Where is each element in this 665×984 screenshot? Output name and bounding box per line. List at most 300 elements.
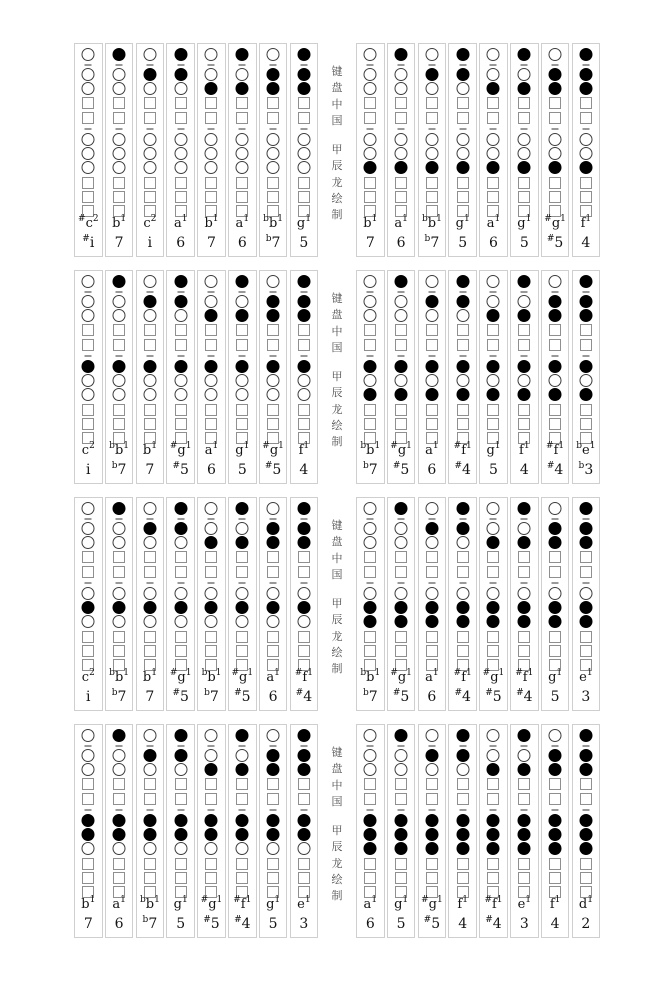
separator-dash: [300, 128, 307, 130]
solfege-label: [388, 461, 415, 479]
lower-hole-1-covered-icon: [395, 814, 408, 827]
note-label: [137, 897, 164, 913]
lower-key-2-icon: [457, 418, 469, 430]
separator-dash: [459, 355, 466, 357]
upper-hole-1-open-icon: [205, 749, 218, 762]
note-octave: 1: [554, 895, 561, 906]
lower-hole-3-open-icon: [267, 842, 280, 855]
thumb-hole-covered-icon: [456, 275, 469, 288]
thumb-hole-open-icon: [205, 729, 218, 742]
fingering-column: [105, 270, 134, 484]
separator-dash: [85, 64, 92, 66]
fingering-column: [387, 43, 416, 257]
note-letter: e: [297, 897, 305, 912]
upper-hole-2-covered-icon: [267, 82, 280, 95]
lower-key-1-icon: [580, 404, 592, 416]
upper-hole-2-open-icon: [143, 82, 156, 95]
upper-key-1-icon: [549, 324, 561, 336]
separator-dash: [367, 64, 374, 66]
note-letter: a: [394, 216, 403, 231]
separator-dash: [552, 291, 559, 293]
separator-dash: [398, 809, 405, 811]
upper-key-1-icon: [236, 778, 248, 790]
note-octave: 1: [587, 895, 593, 906]
fingering-column: [356, 43, 385, 257]
upper-hole-1-open-icon: [487, 522, 500, 535]
fingering-column: [166, 43, 195, 257]
solfege-label: [75, 234, 102, 252]
upper-key-2-icon: [113, 112, 125, 124]
note-label: [357, 897, 384, 913]
lower-hole-3-open-icon: [205, 842, 218, 855]
lower-hole-3-covered-icon: [579, 615, 592, 628]
solfege-label: [542, 461, 569, 479]
watermark-char: 键: [331, 520, 343, 532]
upper-key-1-icon: [205, 551, 217, 563]
lower-hole-2-open-icon: [518, 147, 531, 160]
separator-dash: [239, 582, 246, 584]
watermark-char: 盘: [331, 82, 343, 95]
note-label: [106, 897, 133, 913]
watermark-char: 辰: [331, 387, 343, 400]
lower-hole-3-covered-icon: [487, 842, 500, 855]
upper-key-2-icon: [426, 112, 438, 124]
solfege-number: 5: [180, 689, 189, 705]
lower-hole-3-covered-icon: [395, 842, 408, 855]
upper-key-1-icon: [487, 324, 499, 336]
lower-key-1-icon: [549, 404, 561, 416]
lower-hole-2-open-icon: [82, 374, 95, 387]
separator-dash: [116, 355, 123, 357]
upper-hole-2-covered-icon: [236, 309, 249, 322]
lower-key-1-icon: [549, 177, 561, 189]
solfege-number: 5: [554, 235, 564, 251]
upper-key-1-icon: [113, 778, 125, 790]
note-letter: g: [397, 670, 407, 685]
lower-hole-1-covered-icon: [456, 360, 469, 373]
upper-key-1-icon: [298, 551, 310, 563]
thumb-hole-covered-icon: [456, 502, 469, 515]
upper-key-1-icon: [267, 778, 279, 790]
upper-key-2-icon: [144, 339, 156, 351]
lower-hole-3-covered-icon: [518, 161, 531, 174]
lower-hole-1-open-icon: [267, 133, 280, 146]
solfege-label: [229, 234, 256, 252]
thumb-hole-open-icon: [425, 48, 438, 61]
thumb-hole-covered-icon: [236, 48, 249, 61]
upper-key-1-icon: [580, 324, 592, 336]
separator-dash: [490, 128, 497, 130]
lower-hole-1-open-icon: [113, 587, 126, 600]
upper-key-2-icon: [518, 566, 530, 578]
solfege-label: [573, 915, 600, 933]
solfege-accidental: #: [234, 914, 242, 925]
lower-hole-3-covered-icon: [579, 388, 592, 401]
solfege-number: 7: [145, 462, 155, 478]
upper-key-2-icon: [267, 339, 279, 351]
lower-hole-2-covered-icon: [174, 601, 187, 614]
note-letter: a: [266, 670, 275, 685]
separator-dash: [270, 355, 277, 357]
thumb-hole-open-icon: [205, 275, 218, 288]
thumb-hole-covered-icon: [579, 48, 592, 61]
note-label: [137, 443, 164, 459]
note-octave: 1: [216, 895, 223, 906]
lower-hole-2-open-icon: [267, 147, 280, 160]
upper-key-2-icon: [487, 793, 499, 805]
solfege-label: [480, 234, 507, 252]
note-octave: 1: [466, 441, 472, 452]
upper-key-1-icon: [82, 551, 94, 563]
solfege-number: 7: [368, 462, 378, 478]
note-letter: e: [517, 897, 526, 912]
lower-key-1-icon: [82, 631, 94, 643]
thumb-hole-open-icon: [549, 729, 562, 742]
thumb-hole-open-icon: [425, 275, 438, 288]
upper-hole-2-covered-icon: [236, 763, 249, 776]
fingering-column: [510, 43, 539, 257]
fingering-column: [448, 724, 477, 938]
upper-key-2-icon: [364, 112, 376, 124]
solfege-accidental: #: [295, 687, 304, 698]
separator-dash: [239, 291, 246, 293]
lower-hole-2-covered-icon: [113, 828, 126, 841]
lower-key-2-icon: [82, 418, 94, 430]
lower-hole-3-covered-icon: [518, 842, 531, 855]
note-label: [260, 897, 287, 913]
lower-hole-2-covered-icon: [297, 828, 310, 841]
lower-key-1-icon: [487, 858, 499, 870]
upper-hole-2-open-icon: [364, 763, 377, 776]
lower-key-2-icon: [298, 872, 310, 884]
upper-key-1-icon: [426, 97, 438, 109]
upper-hole-2-covered-icon: [487, 536, 500, 549]
lower-key-2-icon: [82, 872, 94, 884]
upper-key-2-icon: [82, 566, 94, 578]
lower-hole-3-open-icon: [297, 615, 310, 628]
upper-hole-2-covered-icon: [518, 763, 531, 776]
solfege-label: [291, 688, 318, 706]
note-octave: 1: [212, 214, 219, 225]
note-accidental: #: [421, 895, 429, 906]
note-label: [449, 670, 476, 686]
upper-key-1-icon: [487, 551, 499, 563]
separator-dash: [398, 291, 405, 293]
lower-hole-2-covered-icon: [456, 601, 469, 614]
separator-dash: [177, 809, 184, 811]
upper-hole-1-open-icon: [364, 295, 377, 308]
upper-key-1-icon: [457, 97, 469, 109]
upper-hole-2-covered-icon: [549, 763, 562, 776]
note-letter: e: [579, 670, 587, 685]
upper-key-2-icon: [82, 339, 94, 351]
upper-hole-2-open-icon: [364, 309, 377, 322]
fingering-column: [259, 43, 288, 257]
note-accidental: b: [201, 668, 208, 679]
solfege-number: 6: [396, 235, 406, 251]
upper-key-1-icon: [205, 97, 217, 109]
upper-hole-1-covered-icon: [549, 295, 562, 308]
lower-hole-2-covered-icon: [236, 828, 249, 841]
lower-key-1-icon: [518, 858, 530, 870]
note-octave: 1: [402, 895, 409, 906]
fingering-column: [510, 724, 539, 938]
lower-hole-3-open-icon: [113, 388, 126, 401]
upper-hole-1-open-icon: [236, 522, 249, 535]
note-label: [542, 443, 569, 459]
lower-hole-1-covered-icon: [579, 360, 592, 373]
fingering-column: [228, 497, 257, 711]
lower-key-1-icon: [144, 858, 156, 870]
note-letter: g: [177, 443, 186, 458]
lower-key-2-icon: [457, 191, 469, 203]
upper-hole-1-covered-icon: [174, 68, 187, 81]
fingering-column: [74, 497, 103, 711]
watermark-gap: [330, 356, 344, 369]
lower-key-2-icon: [364, 645, 376, 657]
separator-dash: [146, 518, 153, 520]
lower-hole-3-open-icon: [82, 615, 95, 628]
upper-hole-1-covered-icon: [174, 522, 187, 535]
solfege-number: 7: [430, 235, 440, 251]
note-octave: 1: [243, 214, 250, 225]
solfege-number: 5: [489, 462, 498, 478]
lower-hole-2-open-icon: [579, 374, 592, 387]
fingering-column: [105, 724, 134, 938]
upper-hole-1-covered-icon: [143, 749, 156, 762]
lower-key-1-icon: [298, 404, 310, 416]
note-accidental: #: [390, 668, 398, 679]
lower-key-1-icon: [457, 404, 469, 416]
lower-hole-2-open-icon: [236, 147, 249, 160]
lower-hole-2-covered-icon: [143, 601, 156, 614]
solfege-number: 3: [584, 462, 594, 478]
lower-key-2-icon: [113, 191, 125, 203]
watermark-char: 中: [331, 779, 343, 792]
upper-hole-1-covered-icon: [143, 68, 156, 81]
lower-key-2-icon: [395, 645, 407, 657]
upper-key-1-icon: [144, 324, 156, 336]
fingering-column: [197, 270, 226, 484]
lower-key-1-icon: [549, 631, 561, 643]
lower-key-1-icon: [175, 858, 187, 870]
solfege-number: 7: [365, 235, 375, 251]
thumb-hole-open-icon: [143, 275, 156, 288]
upper-hole-2-covered-icon: [518, 536, 531, 549]
upper-hole-1-open-icon: [518, 522, 531, 535]
upper-key-1-icon: [395, 551, 407, 563]
separator-dash: [270, 745, 277, 747]
lower-key-2-icon: [144, 645, 156, 657]
upper-key-1-icon: [395, 778, 407, 790]
thumb-hole-covered-icon: [174, 502, 187, 515]
upper-key-2-icon: [82, 793, 94, 805]
thumb-hole-open-icon: [425, 502, 438, 515]
upper-key-1-icon: [549, 551, 561, 563]
note-accidental: b: [263, 214, 269, 225]
lower-hole-1-open-icon: [579, 587, 592, 600]
upper-hole-1-open-icon: [113, 295, 126, 308]
upper-key-2-icon: [298, 112, 310, 124]
watermark-char: 中: [331, 325, 343, 338]
solfege-label: [167, 461, 194, 479]
separator-dash: [428, 518, 435, 520]
solfege-accidental: b: [111, 460, 118, 471]
lower-hole-1-open-icon: [297, 587, 310, 600]
lower-key-1-icon: [82, 858, 94, 870]
lower-key-2-icon: [236, 872, 248, 884]
note-accidental: #: [453, 441, 462, 452]
solfege-number: 6: [176, 235, 186, 251]
fingering-column: [74, 270, 103, 484]
lower-hole-2-open-icon: [82, 147, 95, 160]
lower-hole-1-covered-icon: [549, 814, 562, 827]
lower-key-1-icon: [175, 404, 187, 416]
note-octave: 1: [498, 668, 505, 679]
solfege-number: 5: [396, 916, 406, 932]
separator-dash: [85, 518, 92, 520]
solfege-number: 4: [581, 235, 591, 251]
separator-dash: [300, 745, 307, 747]
note-letter: f: [522, 670, 528, 685]
fingering-block-2: [356, 43, 600, 257]
fingering-column: [105, 43, 134, 257]
note-label: [449, 897, 476, 913]
upper-key-1-icon: [426, 324, 438, 336]
separator-dash: [582, 128, 589, 130]
upper-hole-2-open-icon: [425, 82, 438, 95]
separator-dash: [367, 582, 374, 584]
note-octave: 1: [560, 214, 566, 225]
lower-key-1-icon: [395, 858, 407, 870]
solfege-accidental: #: [454, 460, 462, 471]
upper-key-2-icon: [267, 112, 279, 124]
upper-hole-1-open-icon: [518, 295, 531, 308]
lower-key-2-icon: [205, 191, 217, 203]
separator-dash: [490, 291, 497, 293]
solfege-label: [229, 461, 256, 479]
note-label: [106, 216, 133, 232]
lower-key-1-icon: [580, 177, 592, 189]
note-letter: g: [266, 897, 275, 912]
fingering-column: [259, 497, 288, 711]
separator-dash: [146, 582, 153, 584]
solfege-label: [357, 461, 384, 479]
upper-key-1-icon: [175, 97, 187, 109]
fingering-column: [197, 724, 226, 938]
separator-dash: [490, 809, 497, 811]
watermark-char: 国: [331, 568, 343, 581]
note-octave: 1: [185, 668, 192, 679]
watermark-char: 键: [331, 747, 343, 759]
upper-hole-2-open-icon: [395, 309, 408, 322]
solfege-label: [106, 688, 133, 706]
separator-dash: [116, 64, 123, 66]
note-label: [419, 443, 446, 459]
solfege-label: [229, 688, 256, 706]
separator-dash: [177, 128, 184, 130]
upper-hole-1-open-icon: [395, 522, 408, 535]
upper-hole-2-covered-icon: [579, 536, 592, 549]
solfege-label: [198, 461, 225, 479]
separator-dash: [300, 64, 307, 66]
upper-key-1-icon: [395, 324, 407, 336]
lower-hole-1-covered-icon: [456, 814, 469, 827]
lower-key-2-icon: [487, 191, 499, 203]
upper-hole-1-covered-icon: [579, 522, 592, 535]
note-letter: b: [207, 670, 216, 685]
note-label: [229, 670, 256, 686]
separator-dash: [490, 745, 497, 747]
note-accidental: b: [109, 441, 115, 452]
upper-hole-2-covered-icon: [579, 82, 592, 95]
note-accidental: #: [233, 895, 241, 906]
lower-hole-3-covered-icon: [425, 161, 438, 174]
lower-hole-2-covered-icon: [549, 601, 562, 614]
note-letter: g: [490, 670, 499, 685]
lower-key-2-icon: [113, 872, 125, 884]
solfege-number: 6: [489, 235, 498, 251]
fingering-column: [197, 43, 226, 257]
lower-hole-2-open-icon: [297, 374, 310, 387]
upper-key-2-icon: [457, 112, 469, 124]
fingering-column: [479, 497, 508, 711]
note-octave: 1: [406, 668, 412, 679]
fingering-column: [259, 270, 288, 484]
upper-key-1-icon: [267, 97, 279, 109]
fingering-column: [572, 724, 601, 938]
lower-hole-3-covered-icon: [395, 388, 408, 401]
solfege-label: [229, 915, 256, 933]
solfege-label: [511, 688, 538, 706]
solfege-number: 5: [268, 916, 278, 932]
note-octave: 1: [181, 895, 188, 906]
thumb-hole-covered-icon: [518, 502, 531, 515]
lower-hole-3-covered-icon: [549, 161, 562, 174]
note-label: [229, 443, 256, 459]
lower-hole-3-open-icon: [236, 388, 249, 401]
upper-hole-2-open-icon: [425, 309, 438, 322]
note-letter: e: [582, 443, 590, 458]
upper-hole-2-open-icon: [456, 309, 469, 322]
thumb-hole-open-icon: [143, 48, 156, 61]
solfege-number: i: [89, 235, 95, 251]
lower-hole-3-open-icon: [267, 388, 280, 401]
lower-hole-2-open-icon: [549, 374, 562, 387]
upper-key-1-icon: [518, 778, 530, 790]
thumb-hole-open-icon: [82, 48, 95, 61]
solfege-label: [75, 688, 102, 706]
upper-key-1-icon: [144, 551, 156, 563]
upper-hole-1-open-icon: [364, 522, 377, 535]
fingering-column: [448, 43, 477, 257]
lower-hole-2-open-icon: [143, 374, 156, 387]
lower-hole-2-open-icon: [174, 147, 187, 160]
lower-hole-3-open-icon: [297, 388, 310, 401]
solfege-label: [511, 234, 538, 252]
watermark-char: 龙: [331, 176, 343, 189]
solfege-number: 6: [427, 689, 437, 705]
separator-dash: [459, 745, 466, 747]
separator-dash: [521, 582, 528, 584]
separator-dash: [428, 128, 435, 130]
upper-hole-1-covered-icon: [297, 749, 310, 762]
fingering-column: [541, 724, 570, 938]
upper-hole-1-covered-icon: [579, 295, 592, 308]
separator-dash: [85, 809, 92, 811]
lower-key-2-icon: [395, 418, 407, 430]
thumb-hole-open-icon: [143, 729, 156, 742]
